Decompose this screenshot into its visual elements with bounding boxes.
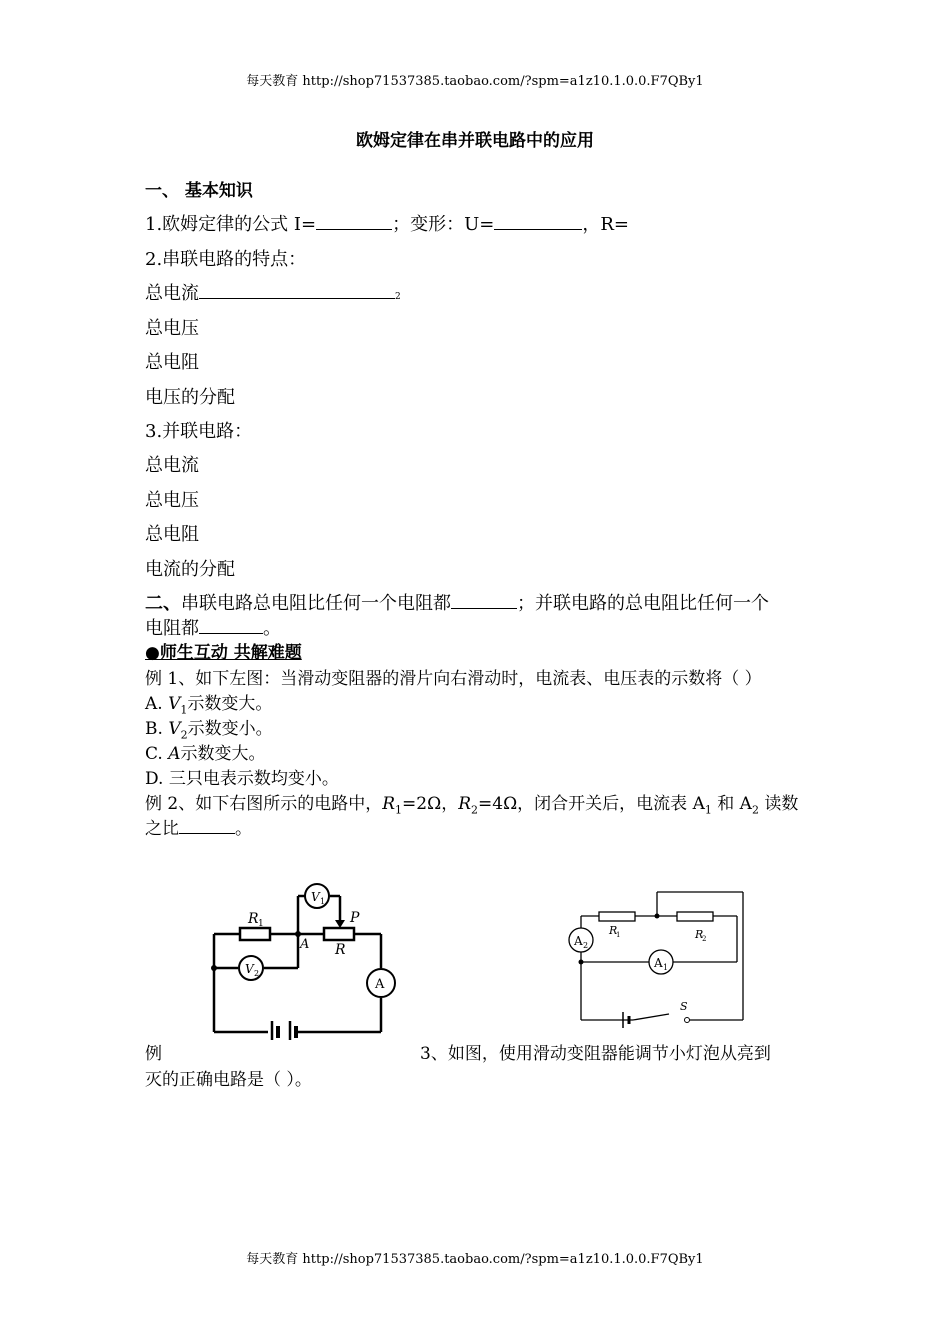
v2-label: V (245, 962, 254, 976)
blank-u (494, 211, 582, 230)
a1-label: A (654, 956, 663, 970)
question-series: 2.串联电路的特点： (145, 249, 307, 270)
q1-text-b: ；变形：U= (392, 214, 495, 235)
section2-text-e: 。 (263, 618, 281, 639)
series-sub: 2 (395, 292, 401, 302)
section2-text-d: 电阻都 (145, 618, 199, 639)
parallel-total-resistance: 总电阻 (145, 524, 199, 545)
opt-d-post: 三只电表示数均变小。 (168, 769, 339, 789)
ex2-mid: 和 A (711, 794, 752, 814)
v2-sub: 2 (254, 969, 260, 978)
a1-sub: 1 (663, 963, 669, 972)
example1-option-d (145, 764, 339, 789)
series-item-0: 总电流 (145, 283, 199, 304)
r1-label-2: R (609, 924, 618, 937)
example2-line2 (145, 814, 252, 839)
example1-option-a (145, 689, 272, 716)
opt-b-sym: V (168, 719, 181, 739)
ex2-r2val: =4Ω，闭合开关后，电流表 A (478, 794, 705, 814)
ex2-end: 读数 (758, 794, 799, 814)
a-label: A (300, 937, 310, 952)
a2-sub: 2 (583, 941, 589, 950)
example3-right: 3、如图，使用滑动变阻器能调节小灯泡从亮到 (420, 1044, 771, 1064)
ex2-r2sub: 2 (471, 803, 479, 817)
example3-line2: 灭的正确电路是（ ）。 (145, 1070, 312, 1090)
section2-text-b: 串联电路总电阻比任何一个电阻都 (181, 593, 451, 614)
page-footer: 每天教育 http://shop71537385.taobao.com/?spm=a1z10.1.0.0.F7QBy1 (246, 1252, 704, 1267)
q1-text-c: ，R= (582, 214, 629, 235)
opt-a-sym: V (168, 694, 181, 714)
opt-c-pre: C. (145, 744, 169, 764)
section2-text-c: ；并联电路的总电阻比任何一个 (517, 593, 769, 614)
example1-option-c (145, 739, 266, 764)
ex2-a1sub: 1 (704, 803, 712, 817)
circuit-diagram-right (565, 888, 780, 1033)
q1-text-a: 1.欧姆定律的公式 I= (145, 214, 317, 235)
blank-series-r (451, 590, 517, 609)
ex2-a: 例 2、如下右图所示的电路中， (145, 794, 383, 814)
r2-label-2: R (695, 928, 704, 941)
ex2-r1: R (382, 794, 396, 814)
question-parallel: 3.并联电路： (145, 421, 253, 442)
opt-c-sym: A (168, 744, 181, 764)
r1-label: R (248, 911, 259, 927)
r2-sub-2: 2 (702, 935, 707, 943)
ex2-a2sub: 2 (751, 803, 759, 817)
blank-ratio (179, 815, 235, 834)
page-header: 每天教育 http://shop71537385.taobao.com/?spm=a1z10.1.0.0.F7QBy1 (246, 74, 704, 89)
opt-d-pre: D. (145, 769, 169, 789)
opt-b-post: 示数变小。 (187, 719, 273, 739)
section2-line2 (145, 614, 281, 640)
series-total-voltage: 总电压 (145, 318, 199, 339)
opt-a-pre: A. (145, 694, 169, 714)
ex2-r2: R (458, 794, 472, 814)
series-total-current (145, 279, 401, 305)
circuit-diagram-left (200, 878, 410, 1040)
a2-label: A (574, 934, 583, 948)
ammeter-label: A (375, 977, 385, 992)
example3-left: 例 (145, 1044, 162, 1064)
example1-option-b (145, 714, 273, 741)
switch-contact (685, 1018, 690, 1023)
section2-label: 二、 (145, 593, 181, 614)
section2-line1 (145, 589, 769, 615)
r-label: R (335, 942, 346, 958)
question-ohm-law (145, 210, 629, 236)
opt-a-sub: 1 (180, 703, 188, 717)
interaction-heading: ●师生互动 共解难题 (145, 643, 302, 663)
v1-sub: 1 (320, 897, 326, 906)
opt-a-post: 示数变大。 (187, 694, 273, 714)
r1-sub-2: 1 (616, 931, 621, 939)
blank-parallel-r (199, 615, 263, 634)
p-label: P (350, 910, 360, 926)
example1-stem: 例 1、如下左图：当滑动变阻器的滑片向右滑动时，电流表、电压表的示数将（ ） (145, 669, 762, 689)
series-total-resistance: 总电阻 (145, 352, 199, 373)
section-heading-basic: 一、 基本知识 (145, 181, 253, 201)
ex2-line2end: 。 (235, 819, 252, 839)
v1-label: V (311, 890, 320, 904)
opt-c-post: 示数变大。 (180, 744, 266, 764)
ex2-r1val: =2Ω， (402, 794, 459, 814)
ex2-r1sub: 1 (395, 803, 403, 817)
switch-label: S (680, 1000, 688, 1013)
ex2-line2: 之比 (145, 819, 179, 839)
r1-sub: 1 (258, 919, 264, 929)
page-title: 欧姆定律在串并联电路中的应用 (356, 131, 594, 151)
parallel-total-voltage: 总电压 (145, 490, 199, 511)
example2-line1 (145, 789, 798, 816)
parallel-total-current: 总电流 (145, 455, 199, 476)
opt-b-pre: B. (145, 719, 169, 739)
blank-series-current (199, 280, 395, 299)
blank-i (316, 211, 392, 230)
parallel-current-division: 电流的分配 (145, 559, 235, 580)
series-voltage-division: 电压的分配 (145, 387, 235, 408)
opt-b-sub: 2 (180, 728, 188, 742)
